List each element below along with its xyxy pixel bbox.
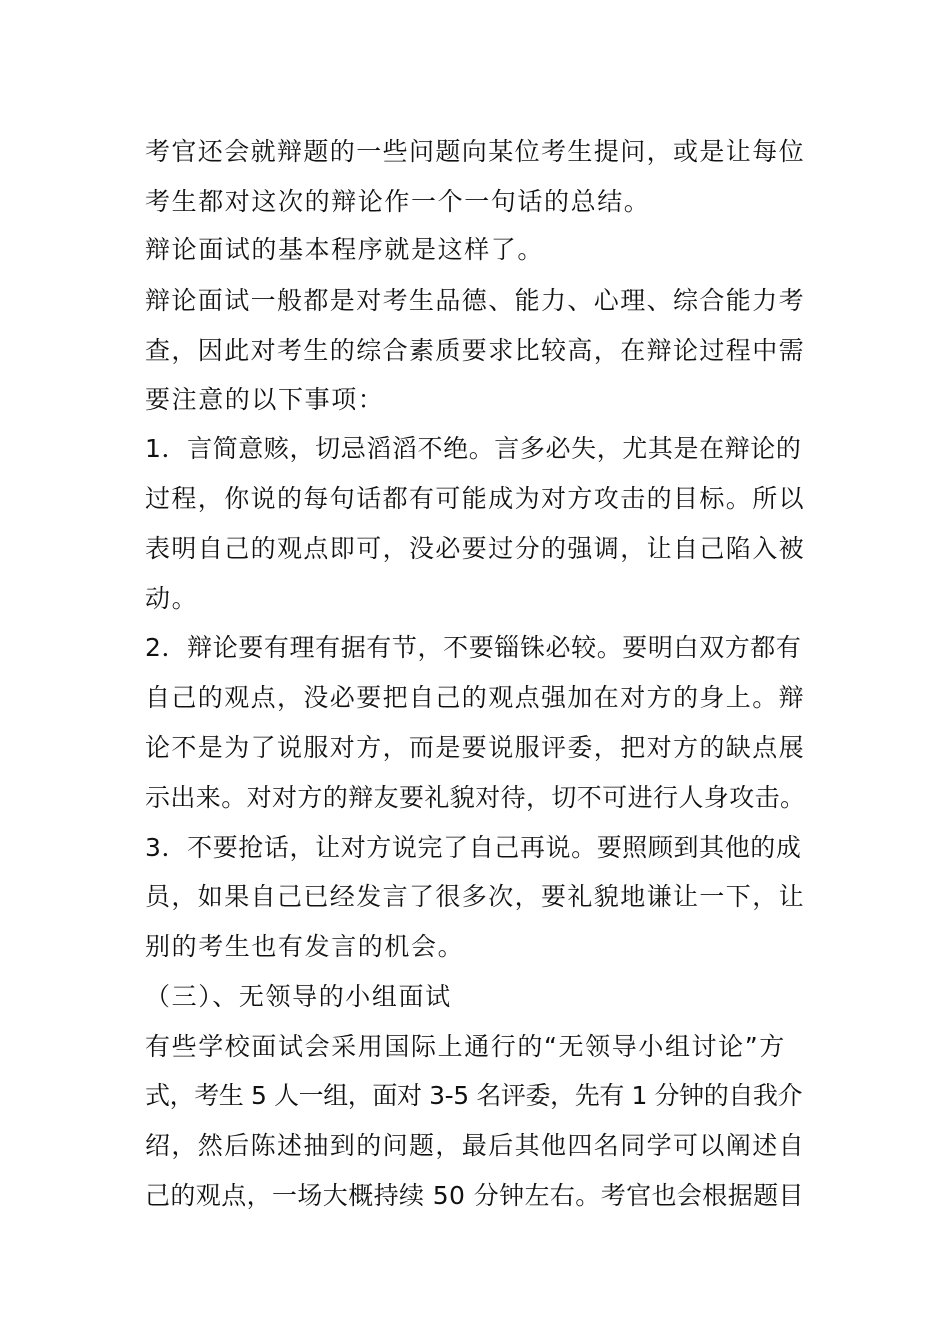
- text-line: 过程，你说的每句话都有可能成为对方攻击的目标。所以: [145, 484, 806, 513]
- text-line: 论不是为了说服对方，而是要说服评委，把对方的缺点展: [145, 733, 806, 762]
- text-line: 示出来。对对方的辩友要礼貌对待，切不可进行人身攻击。: [145, 783, 806, 812]
- text-line: 要注意的以下事项：: [145, 385, 385, 414]
- text-line: 有些学校面试会采用国际上通行的“无领导小组讨论”方: [145, 1032, 786, 1061]
- text-line: 式，考生 5 人一组，面对 3-5 名评委，先有 1 分钟的自我介: [145, 1081, 803, 1110]
- text-line: 辩论面试的基本程序就是这样了。: [145, 235, 545, 264]
- text-line: 1．言简意赅，切忌滔滔不绝。言多必失，尤其是在辩论的: [145, 434, 802, 463]
- text-line: 3．不要抢话，让对方说完了自己再说。要照顾到其他的成: [145, 833, 802, 862]
- text-line: 表明自己的观点即可，没必要过分的强调，让自己陷入被: [145, 534, 806, 563]
- text-line: 查，因此对考生的综合素质要求比较高，在辩论过程中需: [145, 336, 806, 365]
- text-line: 自己的观点，没必要把自己的观点强加在对方的身上。辩: [145, 683, 806, 712]
- text-line: 考官还会就辩题的一些问题向某位考生提问，或是让每位: [145, 137, 806, 166]
- text-line: 己的观点，一场大概持续 50 分钟左右。考官也会根据题目: [145, 1181, 804, 1210]
- text-line: 考生都对这次的辩论作一个一句话的总结。: [145, 187, 651, 216]
- text-line: 绍，然后陈述抽到的问题，最后其他四名同学可以阐述自: [145, 1131, 806, 1160]
- text-line: 辩论面试一般都是对考生品德、能力、心理、综合能力考: [145, 286, 806, 315]
- text-line: 动。: [145, 584, 199, 613]
- text-line: 别的考生也有发言的机会。: [145, 932, 465, 961]
- text-line: 员，如果自己已经发言了很多次，要礼貌地谦让一下，让: [145, 882, 806, 911]
- text-line: 2．辩论要有理有据有节，不要锱铢必较。要明白双方都有: [145, 633, 802, 662]
- section-heading: （三）、无领导的小组面试: [145, 982, 452, 1011]
